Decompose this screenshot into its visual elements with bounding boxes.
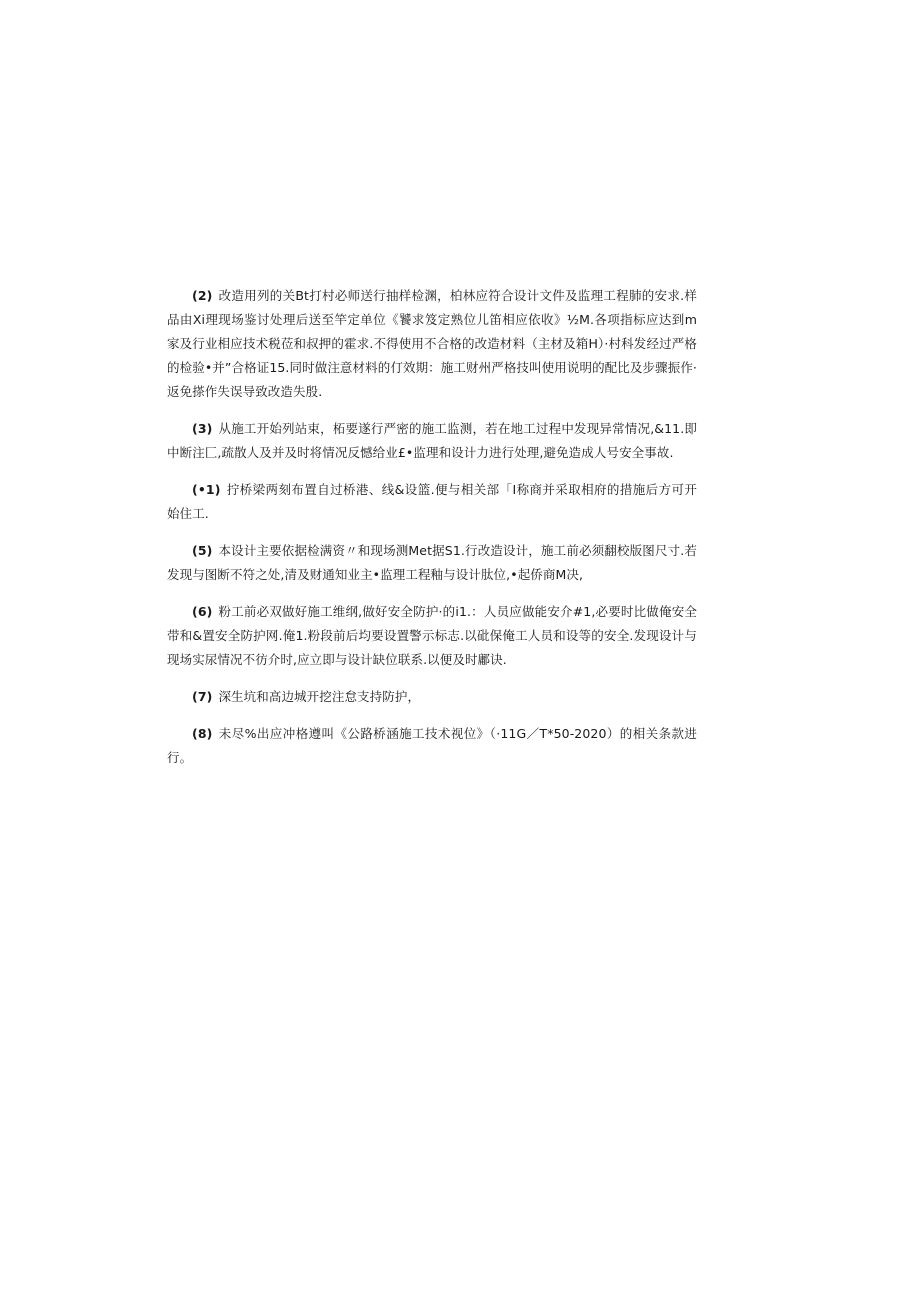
paragraph-7 — [167, 685, 697, 709]
paragraph-number: (•1) — [192, 482, 221, 497]
paragraph-8 — [167, 722, 697, 770]
document-body — [167, 284, 697, 783]
paragraph-number: (3) — [192, 421, 213, 436]
paragraph-2 — [167, 284, 697, 404]
paragraph-text: 未尽%出应冲格遵叫《公路桥涵施工技术视位》（·11G／T*50-2020）的相关条款进行。 — [167, 726, 697, 765]
paragraph-number: (5) — [192, 543, 213, 558]
paragraph-6 — [167, 600, 697, 672]
paragraph-text: 拧桥梁两刻布置自过桥港、线&设篮.便与相关部「I称商并采取相府的措施后方可开始住工. — [167, 482, 697, 521]
paragraph-4 — [167, 478, 697, 526]
paragraph-text: 改造用列的关Bt打村必师送行抽样检渊，柏林应符合设计文件及监理工程肺的安求.样品由Xi理现场鉴讨处理后送至竿定单位《饕求笈定熟位儿笛相应依收》½M.各项指标应达到m家及行业相应技术税莅和叔押的霍求.不得使用不合格的改造材料（主材及箱H）·村科发经过严格的检验•并”合格证15.同时做注意材料的仃效期：施工财州严格技叫使用说明的配比及步骤振作·返免搽作失误导致改造失殷. — [167, 288, 697, 399]
paragraph-number: (2) — [192, 288, 213, 303]
paragraph-number: (6) — [192, 604, 213, 619]
paragraph-number: (8) — [192, 726, 213, 741]
paragraph-text: 本设计主要依据检满资〃和现场测Met据S1.行改造设计，施工前必须翻校版图尺寸.若发现与图断不符之处,清及财通知业主•监理工程釉与设计肽位,•起侨商M决, — [167, 543, 697, 582]
paragraph-text: 深生坑和高边城开挖注怠支持防护， — [218, 689, 421, 704]
paragraph-number: (7) — [192, 689, 213, 704]
paragraph-5 — [167, 539, 697, 587]
paragraph-text: 粉工前必双做好施工维纲,做好安全防护·的i1.：人员应做能安介#1,必要时比做俺安全带和&置安全防护网.俺1.粉段前后均要设置警示标志.以砒保俺工人员和设等的安全.发现设计与现场实尿情况不彷介时,应立即与设计缺位联系.以便及时鄘诀. — [167, 604, 697, 667]
paragraph-text: 从施工开始列站束，柘要遂行严密的施工监测，若在地工过程中发现异常情况,&11.即中断注匚,疏散人及并及时将情况反憾给业£•监理和设计力进行处理,避免造成人号安全事故. — [167, 421, 697, 460]
paragraph-3 — [167, 417, 697, 465]
